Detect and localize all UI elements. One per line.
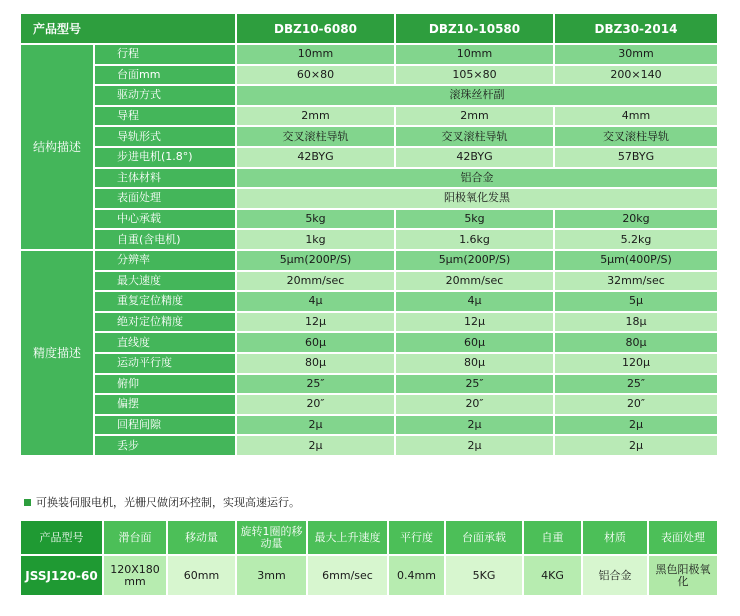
row-label: 步进电机(1.8°) xyxy=(95,148,235,167)
bottom-header: 自重 xyxy=(524,521,581,554)
row-label: 绝对定位精度 xyxy=(95,313,235,332)
value-cell: 2μ xyxy=(555,436,717,455)
value-cell: 2mm xyxy=(396,107,553,126)
merged-value-cell: 阳极氧化发黑 xyxy=(237,189,717,208)
bottom-header: 材质 xyxy=(583,521,647,554)
value-cell: 30mm xyxy=(555,45,717,64)
row-label: 俯仰 xyxy=(95,375,235,394)
bottom-value-cell: 0.4mm xyxy=(389,556,444,595)
row-label: 分辨率 xyxy=(95,251,235,270)
group-label: 结构描述 xyxy=(21,45,93,249)
value-cell: 32mm/sec xyxy=(555,272,717,291)
value-cell: 2mm xyxy=(237,107,394,126)
value-cell: 交叉滚柱导轨 xyxy=(237,127,394,146)
row-label: 回程间隙 xyxy=(95,416,235,435)
note-line xyxy=(24,494,300,510)
header-model: DBZ10-6080 xyxy=(237,14,394,43)
bottom-header-product-model: 产品型号 xyxy=(21,521,102,554)
value-cell: 1kg xyxy=(237,230,394,249)
bottom-value-cell: 6mm/sec xyxy=(308,556,387,595)
value-cell: 57BYG xyxy=(555,148,717,167)
value-cell: 105×80 xyxy=(396,66,553,85)
value-cell: 10mm xyxy=(237,45,394,64)
value-cell: 4μ xyxy=(396,292,553,311)
row-label: 自重(含电机) xyxy=(95,230,235,249)
bottom-product-model: JSSJ120-60 xyxy=(21,556,102,595)
row-label: 运动平行度 xyxy=(95,354,235,373)
row-label: 行程 xyxy=(95,45,235,64)
bottom-header: 最大上升速度 xyxy=(308,521,387,554)
value-cell: 2μ xyxy=(396,436,553,455)
value-cell: 25″ xyxy=(237,375,394,394)
value-cell: 12μ xyxy=(237,313,394,332)
header-model: DBZ30-2014 xyxy=(555,14,717,43)
value-cell: 4mm xyxy=(555,107,717,126)
value-cell: 18μ xyxy=(555,313,717,332)
value-cell: 4μ xyxy=(237,292,394,311)
bottom-value-cell: 黑色阳极氧化 xyxy=(649,556,717,595)
value-cell: 120μ xyxy=(555,354,717,373)
value-cell: 5kg xyxy=(237,210,394,229)
row-label: 台面mm xyxy=(95,66,235,85)
bottom-value-cell: 5KG xyxy=(446,556,522,595)
value-cell: 2μ xyxy=(237,416,394,435)
header-model: DBZ10-10580 xyxy=(396,14,553,43)
row-label: 表面处理 xyxy=(95,189,235,208)
row-label: 最大速度 xyxy=(95,272,235,291)
bottom-value-cell: 120X180 mm xyxy=(104,556,166,595)
bottom-value-cell: 铝合金 xyxy=(583,556,647,595)
row-label: 导程 xyxy=(95,107,235,126)
value-cell: 200×140 xyxy=(555,66,717,85)
value-cell: 20mm/sec xyxy=(237,272,394,291)
value-cell: 2μ xyxy=(396,416,553,435)
value-cell: 80μ xyxy=(555,333,717,352)
value-cell: 5kg xyxy=(396,210,553,229)
value-cell: 42BYG xyxy=(237,148,394,167)
merged-value-cell: 铝合金 xyxy=(237,169,717,188)
merged-value-cell: 滚珠丝杆副 xyxy=(237,86,717,105)
value-cell: 25″ xyxy=(555,375,717,394)
bullet-square-icon xyxy=(24,499,31,506)
value-cell: 25″ xyxy=(396,375,553,394)
bottom-header: 表面处理 xyxy=(649,521,717,554)
row-label: 重复定位精度 xyxy=(95,292,235,311)
value-cell: 60μ xyxy=(237,333,394,352)
value-cell: 80μ xyxy=(237,354,394,373)
header-product-model: 产品型号 xyxy=(21,14,235,43)
note-text: 可换装伺服电机，光栅尺做闭环控制，实现高速运行。 xyxy=(36,496,300,509)
group-label: 精度描述 xyxy=(21,251,93,455)
bottom-header: 台面承载 xyxy=(446,521,522,554)
value-cell: 12μ xyxy=(396,313,553,332)
bottom-header: 移动量 xyxy=(168,521,235,554)
row-label: 直线度 xyxy=(95,333,235,352)
value-cell: 60μ xyxy=(396,333,553,352)
value-cell: 20mm/sec xyxy=(396,272,553,291)
value-cell: 42BYG xyxy=(396,148,553,167)
row-label: 中心承载 xyxy=(95,210,235,229)
value-cell: 10mm xyxy=(396,45,553,64)
bottom-header: 平行度 xyxy=(389,521,444,554)
value-cell: 5.2kg xyxy=(555,230,717,249)
value-cell: 2μ xyxy=(237,436,394,455)
bottom-value-cell: 4KG xyxy=(524,556,581,595)
value-cell: 交叉滚柱导轨 xyxy=(396,127,553,146)
value-cell: 5μ xyxy=(555,292,717,311)
bottom-value-cell: 60mm xyxy=(168,556,235,595)
value-cell: 1.6kg xyxy=(396,230,553,249)
row-label: 偏摆 xyxy=(95,395,235,414)
row-label: 丢步 xyxy=(95,436,235,455)
value-cell: 5μm(400P/S) xyxy=(555,251,717,270)
value-cell: 60×80 xyxy=(237,66,394,85)
bottom-value-cell: 3mm xyxy=(237,556,306,595)
bottom-header: 旋转1圈的移动量 xyxy=(237,521,306,554)
value-cell: 交叉滚柱导轨 xyxy=(555,127,717,146)
row-label: 导轨形式 xyxy=(95,127,235,146)
row-label: 驱动方式 xyxy=(95,86,235,105)
value-cell: 20″ xyxy=(396,395,553,414)
value-cell: 5μm(200P/S) xyxy=(396,251,553,270)
value-cell: 5μm(200P/S) xyxy=(237,251,394,270)
value-cell: 20″ xyxy=(237,395,394,414)
row-label: 主体材料 xyxy=(95,169,235,188)
value-cell: 80μ xyxy=(396,354,553,373)
value-cell: 2μ xyxy=(555,416,717,435)
value-cell: 20″ xyxy=(555,395,717,414)
value-cell: 20kg xyxy=(555,210,717,229)
bottom-header: 滑台面 xyxy=(104,521,166,554)
